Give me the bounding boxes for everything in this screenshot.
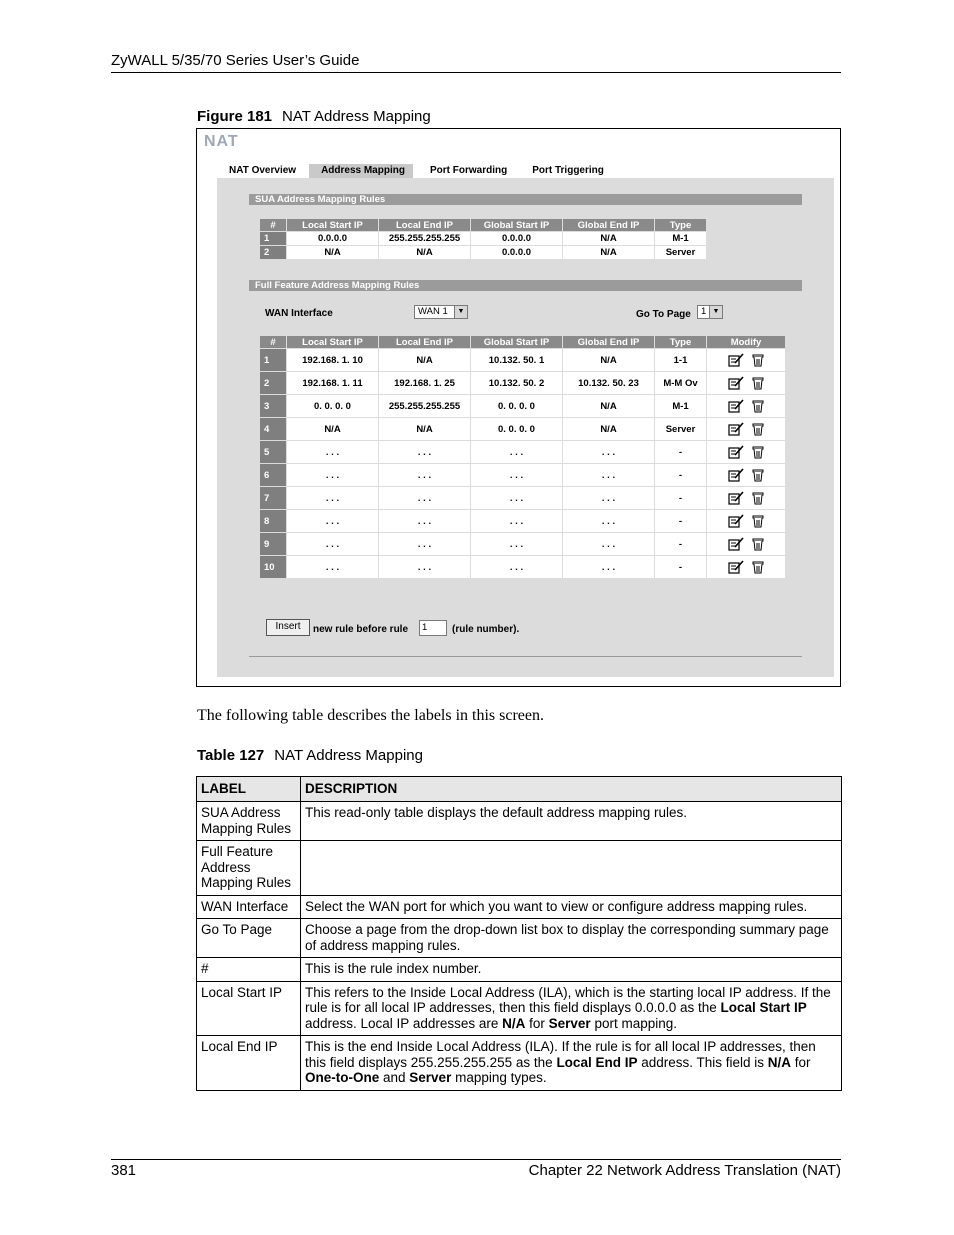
tab-address-mapping[interactable]: Address Mapping [309, 164, 414, 178]
table-cell: - [655, 441, 706, 463]
delete-icon[interactable] [752, 491, 764, 505]
page-number: 381 [111, 1162, 137, 1179]
table-cell: - [655, 556, 706, 578]
delete-icon[interactable] [752, 468, 764, 482]
table-row [197, 919, 842, 958]
table-cell: N/A [379, 246, 470, 259]
sua-col-header: Global Start IP [471, 219, 562, 231]
row-label: WAN Interface [197, 895, 301, 919]
modify-cell [707, 349, 785, 371]
delete-icon[interactable] [752, 376, 764, 390]
table-cell: - [655, 464, 706, 486]
sua-section-title: SUA Address Mapping Rules [249, 194, 802, 205]
table-cell: 4 [260, 418, 286, 440]
edit-icon[interactable] [728, 514, 744, 528]
table-cell: . . . [379, 441, 470, 463]
table-cell: . . . [287, 464, 378, 486]
table-cell: 255.255.255.255 [379, 232, 470, 245]
table-cell: 10.132. 50. 23 [563, 372, 654, 394]
table-cell: . . . [379, 556, 470, 578]
table-cell: . . . [471, 556, 562, 578]
table-cell: 192.168. 1. 10 [287, 349, 378, 371]
table-cell: - [655, 510, 706, 532]
table-row [260, 232, 706, 245]
table-cell: . . . [563, 487, 654, 509]
modify-cell [707, 395, 785, 417]
table-cell: . . . [563, 556, 654, 578]
sua-col-header: Local Start IP [287, 219, 378, 231]
modify-cell [707, 418, 785, 440]
table-cell: . . . [471, 510, 562, 532]
modify-cell [707, 372, 785, 394]
table-cell: N/A [563, 418, 654, 440]
edit-icon[interactable] [728, 422, 744, 436]
table-row [260, 395, 785, 417]
row-label: Full Feature Address Mapping Rules [197, 841, 301, 896]
delete-icon[interactable] [752, 399, 764, 413]
table-cell: . . . [563, 510, 654, 532]
table-cell: 0. 0. 0. 0 [471, 395, 562, 417]
table-row [260, 246, 706, 259]
full-col-header: Local Start IP [287, 336, 378, 348]
tab-bar [217, 164, 617, 178]
table-cell: 0.0.0.0 [287, 232, 378, 245]
chapter-title: Chapter 22 Network Address Translation (NAT) [528, 1162, 841, 1179]
edit-icon[interactable] [728, 537, 744, 551]
full-col-header: Modify [707, 336, 785, 348]
edit-icon[interactable] [728, 376, 744, 390]
modify-cell [707, 487, 785, 509]
go-to-page-value: 1 [701, 306, 707, 317]
table-row [260, 372, 785, 394]
tab-port-forwarding[interactable]: Port Forwarding [418, 164, 516, 178]
table-caption [197, 747, 423, 764]
modify-cell [707, 533, 785, 555]
table-row [197, 958, 842, 982]
table-cell: . . . [563, 441, 654, 463]
table-cell: . . . [287, 533, 378, 555]
sua-col-header: Global End IP [563, 219, 654, 231]
intro-text: The following table describes the labels in this screen. [197, 707, 545, 724]
rule-number-suffix: (rule number). [452, 624, 520, 635]
row-description: This is the end Inside Local Address (ILA). If the rule is for all local IP addresses, then this field displays 255.255.255.255 as the Local End IP address. This field is N/A for One-to-One and Server mapping types. [301, 1036, 842, 1091]
header-rule [111, 72, 841, 73]
page-header: ZyWALL 5/35/70 Series User’s Guide [111, 52, 360, 69]
footer-rule [111, 1159, 841, 1160]
table-number: Table 127 [197, 747, 265, 764]
description-header: DESCRIPTION [301, 777, 842, 802]
edit-icon[interactable] [728, 445, 744, 459]
table-cell: 2 [260, 372, 286, 394]
table-row [197, 981, 842, 1036]
figure-number: Figure 181 [197, 108, 273, 125]
modify-cell [707, 510, 785, 532]
edit-icon[interactable] [728, 560, 744, 574]
delete-icon[interactable] [752, 422, 764, 436]
table-cell: . . . [563, 464, 654, 486]
table-cell: . . . [379, 533, 470, 555]
table-cell: 1 [260, 349, 286, 371]
table-row [260, 441, 785, 463]
delete-icon[interactable] [752, 560, 764, 574]
full-section-title: Full Feature Address Mapping Rules [249, 280, 802, 291]
table-cell: . . . [287, 510, 378, 532]
table-cell: . . . [379, 510, 470, 532]
row-label: Local End IP [197, 1036, 301, 1091]
table-cell: 1 [260, 232, 286, 245]
edit-icon[interactable] [728, 353, 744, 367]
label-description-table [196, 776, 842, 1091]
table-cell: N/A [287, 418, 378, 440]
row-description: Choose a page from the drop-down list box to display the corresponding summary page of address mapping rules. [301, 919, 842, 958]
table-cell: 0. 0. 0. 0 [471, 418, 562, 440]
dropdown-arrow-icon: ▼ [709, 306, 722, 318]
table-cell: . . . [287, 441, 378, 463]
table-cell: 7 [260, 487, 286, 509]
table-cell: 3 [260, 395, 286, 417]
sua-col-header: Type [655, 219, 706, 231]
table-row [197, 841, 842, 896]
wan-interface-select[interactable] [414, 305, 468, 319]
table-row [260, 556, 785, 578]
table-cell: Server [655, 418, 706, 440]
table-cell: 5 [260, 441, 286, 463]
table-cell: . . . [563, 533, 654, 555]
row-description [301, 841, 842, 896]
table-cell: 10.132. 50. 2 [471, 372, 562, 394]
insert-label: new rule before rule [313, 624, 409, 635]
table-cell: . . . [287, 487, 378, 509]
full-col-header: Global Start IP [471, 336, 562, 348]
table-cell: 10.132. 50. 1 [471, 349, 562, 371]
table-cell: . . . [379, 487, 470, 509]
full-col-header: Global End IP [563, 336, 654, 348]
row-label: SUA Address Mapping Rules [197, 802, 301, 841]
table-row [260, 510, 785, 532]
tab-nat-overview[interactable]: NAT Overview [217, 164, 305, 178]
table-row [260, 533, 785, 555]
sua-col-header: Local End IP [379, 219, 470, 231]
table-row [197, 1036, 842, 1091]
row-description: This read-only table displays the default address mapping rules. [301, 802, 842, 841]
insert-button[interactable]: Insert [266, 619, 310, 636]
row-description: This is the rule index number. [301, 958, 842, 982]
table-cell: N/A [287, 246, 378, 259]
edit-icon[interactable] [728, 399, 744, 413]
panel-divider [249, 656, 802, 657]
screen-title: NAT [204, 133, 239, 150]
table-title: NAT Address Mapping [274, 747, 423, 764]
full-feature-rules-table [259, 335, 786, 579]
table-cell: - [655, 533, 706, 555]
table-cell: 8 [260, 510, 286, 532]
full-col-header: # [260, 336, 286, 348]
label-header: LABEL [197, 777, 301, 802]
modify-cell [707, 441, 785, 463]
wan-interface-label: WAN Interface [265, 308, 333, 319]
content-panel [217, 178, 834, 677]
row-label: Go To Page [197, 919, 301, 958]
screenshot-figure [196, 128, 841, 687]
go-to-page-select[interactable] [697, 305, 723, 319]
table-cell: . . . [471, 487, 562, 509]
full-col-header: Type [655, 336, 706, 348]
table-cell: N/A [379, 418, 470, 440]
table-cell: N/A [563, 232, 654, 245]
figure-title: NAT Address Mapping [282, 108, 431, 125]
table-row [197, 895, 842, 919]
table-cell: 6 [260, 464, 286, 486]
table-cell: 0. 0. 0. 0 [287, 395, 378, 417]
table-cell: N/A [379, 349, 470, 371]
row-description: This refers to the Inside Local Address (ILA), which is the starting local IP address. If the rule is for all local IP addresses, then this field displays 0.0.0.0 as the Local Start IP address. Local IP addresses are N/A for Server port mapping. [301, 981, 842, 1036]
table-cell: - [655, 487, 706, 509]
table-cell: M-M Ov [655, 372, 706, 394]
row-description: Select the WAN port for which you want to view or configure address mapping rules. [301, 895, 842, 919]
delete-icon[interactable] [752, 445, 764, 459]
figure-caption [197, 108, 431, 125]
table-cell: . . . [471, 464, 562, 486]
delete-icon[interactable] [752, 353, 764, 367]
sua-rules-table [259, 218, 707, 260]
table-cell: . . . [471, 533, 562, 555]
full-col-header: Local End IP [379, 336, 470, 348]
table-cell: M-1 [655, 395, 706, 417]
row-label: Local Start IP [197, 981, 301, 1036]
rule-number-input[interactable]: 1 [419, 620, 447, 636]
table-row [260, 464, 785, 486]
delete-icon[interactable] [752, 537, 764, 551]
table-cell: 2 [260, 246, 286, 259]
table-cell: . . . [379, 464, 470, 486]
go-to-page-label: Go To Page [636, 309, 691, 320]
table-cell: 9 [260, 533, 286, 555]
table-cell: 0.0.0.0 [471, 246, 562, 259]
table-cell: . . . [287, 556, 378, 578]
sua-col-header: # [260, 219, 286, 231]
table-cell: 10 [260, 556, 286, 578]
edit-icon[interactable] [728, 491, 744, 505]
modify-cell [707, 556, 785, 578]
table-cell: 0.0.0.0 [471, 232, 562, 245]
table-cell: 1-1 [655, 349, 706, 371]
modify-cell [707, 464, 785, 486]
table-cell: M-1 [655, 232, 706, 245]
table-cell: 192.168. 1. 25 [379, 372, 470, 394]
table-cell: 255.255.255.255 [379, 395, 470, 417]
table-cell: . . . [471, 441, 562, 463]
table-row [260, 349, 785, 371]
tab-port-triggering[interactable]: Port Triggering [520, 164, 613, 178]
table-row [260, 418, 785, 440]
delete-icon[interactable] [752, 514, 764, 528]
table-cell: N/A [563, 246, 654, 259]
wan-interface-value: WAN 1 [418, 306, 448, 317]
table-cell: 192.168. 1. 11 [287, 372, 378, 394]
dropdown-arrow-icon: ▼ [454, 306, 467, 318]
row-label: # [197, 958, 301, 982]
table-row [260, 487, 785, 509]
table-cell: N/A [563, 395, 654, 417]
table-cell: Server [655, 246, 706, 259]
table-cell: N/A [563, 349, 654, 371]
edit-icon[interactable] [728, 468, 744, 482]
table-row [197, 802, 842, 841]
